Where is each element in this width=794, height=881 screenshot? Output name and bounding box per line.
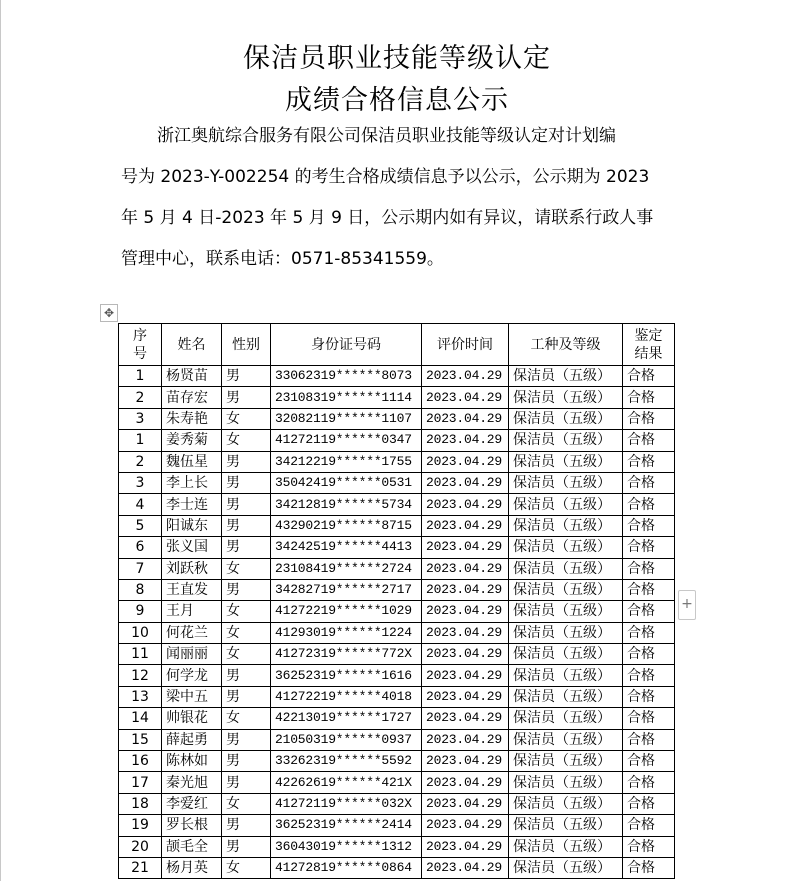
cell-id: 41272219******1029 <box>271 601 422 622</box>
table-row <box>119 836 675 857</box>
cell-job-level: 保洁员（五级） <box>509 836 623 857</box>
cell-job-level: 保洁员（五级） <box>509 537 623 558</box>
cell-gender: 女 <box>222 644 271 665</box>
table-row <box>119 408 675 429</box>
cell-id: 41272819******0864 <box>271 857 422 878</box>
cell-name: 魏伍星 <box>162 451 222 472</box>
cell-gender: 男 <box>222 537 271 558</box>
table-row <box>119 772 675 793</box>
cell-seq: 6 <box>119 537 162 558</box>
cell-gender: 女 <box>222 857 271 878</box>
cell-result: 合格 <box>623 515 675 536</box>
cell-id: 36043019******1312 <box>271 836 422 857</box>
cell-gender: 男 <box>222 686 271 707</box>
cell-name: 苗存宏 <box>162 387 222 408</box>
cell-eval-date: 2023.04.29 <box>422 836 509 857</box>
cell-id: 34282719******2717 <box>271 579 422 600</box>
cell-seq: 2 <box>119 451 162 472</box>
cell-job-level: 保洁员（五级） <box>509 857 623 878</box>
cell-job-level: 保洁员（五级） <box>509 387 623 408</box>
cell-result: 合格 <box>623 729 675 750</box>
cell-gender: 男 <box>222 772 271 793</box>
cell-eval-date: 2023.04.29 <box>422 472 509 493</box>
cell-eval-date: 2023.04.29 <box>422 408 509 429</box>
table-row <box>119 665 675 686</box>
cell-name: 陈林如 <box>162 751 222 772</box>
cell-gender: 男 <box>222 751 271 772</box>
cell-eval-date: 2023.04.29 <box>422 665 509 686</box>
cell-name: 何学龙 <box>162 665 222 686</box>
table-row <box>119 579 675 600</box>
table-row <box>119 430 675 451</box>
cell-eval-date: 2023.04.29 <box>422 494 509 515</box>
cell-eval-date: 2023.04.29 <box>422 387 509 408</box>
cell-result: 合格 <box>623 579 675 600</box>
cell-job-level: 保洁员（五级） <box>509 793 623 814</box>
table-row <box>119 815 675 836</box>
page-left-edge <box>0 0 1 881</box>
table-header-row <box>119 324 675 366</box>
cell-gender: 男 <box>222 579 271 600</box>
table-row <box>119 537 675 558</box>
cell-job-level: 保洁员（五级） <box>509 686 623 707</box>
cell-seq: 17 <box>119 772 162 793</box>
cell-job-level: 保洁员（五级） <box>509 451 623 472</box>
cell-eval-date: 2023.04.29 <box>422 601 509 622</box>
cell-job-level: 保洁员（五级） <box>509 665 623 686</box>
cell-seq: 11 <box>119 644 162 665</box>
cell-result: 合格 <box>623 472 675 493</box>
cell-gender: 女 <box>222 793 271 814</box>
cell-name: 何花兰 <box>162 622 222 643</box>
cell-gender: 女 <box>222 430 271 451</box>
cell-name: 李士连 <box>162 494 222 515</box>
cell-result: 合格 <box>623 793 675 814</box>
cell-gender: 女 <box>222 708 271 729</box>
cell-eval-date: 2023.04.29 <box>422 644 509 665</box>
table-body <box>119 366 675 879</box>
cell-name: 薛起勇 <box>162 729 222 750</box>
cell-job-level: 保洁员（五级） <box>509 579 623 600</box>
cell-id: 36252319******2414 <box>271 815 422 836</box>
cell-job-level: 保洁员（五级） <box>509 430 623 451</box>
cell-job-level: 保洁员（五级） <box>509 815 623 836</box>
cell-gender: 男 <box>222 387 271 408</box>
cell-id: 21050319******0937 <box>271 729 422 750</box>
cell-gender: 男 <box>222 836 271 857</box>
cell-eval-date: 2023.04.29 <box>422 366 509 387</box>
results-table <box>118 323 675 879</box>
table-row <box>119 366 675 387</box>
cell-gender: 男 <box>222 494 271 515</box>
cell-seq: 9 <box>119 601 162 622</box>
cell-name: 李爱红 <box>162 793 222 814</box>
table-row <box>119 622 675 643</box>
cell-seq: 13 <box>119 686 162 707</box>
cell-result: 合格 <box>623 366 675 387</box>
cell-eval-date: 2023.04.29 <box>422 729 509 750</box>
cell-seq: 5 <box>119 515 162 536</box>
cell-eval-date: 2023.04.29 <box>422 751 509 772</box>
cell-id: 41272319******772X <box>271 644 422 665</box>
cell-id: 41272219******4018 <box>271 686 422 707</box>
cell-seq: 4 <box>119 494 162 515</box>
cell-job-level: 保洁员（五级） <box>509 366 623 387</box>
header-seq <box>119 324 162 366</box>
cell-job-level: 保洁员（五级） <box>509 644 623 665</box>
cell-eval-date: 2023.04.29 <box>422 793 509 814</box>
cell-name: 阳诚东 <box>162 515 222 536</box>
cell-result: 合格 <box>623 601 675 622</box>
cell-result: 合格 <box>623 430 675 451</box>
cell-seq: 1 <box>119 430 162 451</box>
cell-job-level: 保洁员（五级） <box>509 751 623 772</box>
cell-id: 42213019******1727 <box>271 708 422 729</box>
cell-id: 33262319******5592 <box>271 751 422 772</box>
paragraph-line-3: 年 5 月 4 日-2023 年 5 月 9 日，公示期内如有异议，请联系行政人事 <box>121 208 654 228</box>
cell-name: 王直发 <box>162 579 222 600</box>
cell-eval-date: 2023.04.29 <box>422 815 509 836</box>
cell-id: 41272119******0347 <box>271 430 422 451</box>
table-move-handle-icon[interactable]: ✥ <box>100 304 118 322</box>
cell-gender: 女 <box>222 408 271 429</box>
page-title-line1: 保洁员职业技能等级认定 <box>243 43 551 74</box>
cell-id: 36252319******1616 <box>271 665 422 686</box>
cell-gender: 男 <box>222 815 271 836</box>
cell-job-level: 保洁员（五级） <box>509 601 623 622</box>
cell-result: 合格 <box>623 408 675 429</box>
cell-result: 合格 <box>623 836 675 857</box>
cell-gender: 女 <box>222 558 271 579</box>
cell-job-level: 保洁员（五级） <box>509 708 623 729</box>
cell-seq: 3 <box>119 472 162 493</box>
table-row <box>119 686 675 707</box>
cell-job-level: 保洁员（五级） <box>509 515 623 536</box>
cell-result: 合格 <box>623 494 675 515</box>
cell-gender: 男 <box>222 515 271 536</box>
cell-name: 朱寿艳 <box>162 408 222 429</box>
cell-name: 王月 <box>162 601 222 622</box>
cell-job-level: 保洁员（五级） <box>509 494 623 515</box>
cell-seq: 12 <box>119 665 162 686</box>
cell-gender: 男 <box>222 665 271 686</box>
cell-job-level: 保洁员（五级） <box>509 408 623 429</box>
table-row <box>119 387 675 408</box>
cell-eval-date: 2023.04.29 <box>422 857 509 878</box>
cell-eval-date: 2023.04.29 <box>422 451 509 472</box>
cell-eval-date: 2023.04.29 <box>422 537 509 558</box>
table-row <box>119 644 675 665</box>
cell-gender: 男 <box>222 472 271 493</box>
table-row <box>119 708 675 729</box>
cell-name: 颉毛全 <box>162 836 222 857</box>
cell-seq: 8 <box>119 579 162 600</box>
cell-id: 41272119******032X <box>271 793 422 814</box>
cell-eval-date: 2023.04.29 <box>422 708 509 729</box>
cell-result: 合格 <box>623 644 675 665</box>
header-gender: 性别 <box>222 324 271 366</box>
table-row <box>119 558 675 579</box>
cell-name: 帅银花 <box>162 708 222 729</box>
cell-result: 合格 <box>623 772 675 793</box>
cell-eval-date: 2023.04.29 <box>422 579 509 600</box>
header-result <box>623 324 675 366</box>
header-result-text: 鉴定结果 <box>634 327 663 362</box>
cell-result: 合格 <box>623 387 675 408</box>
cell-seq: 20 <box>119 836 162 857</box>
cell-id: 34212219******1755 <box>271 451 422 472</box>
cell-name: 姜秀菊 <box>162 430 222 451</box>
announcement-paragraph <box>121 116 681 280</box>
paragraph-line-1: 浙江奥航综合服务有限公司保洁员职业技能等级认定对计划编 <box>157 126 616 146</box>
cell-gender: 女 <box>222 622 271 643</box>
cell-id: 23108419******2724 <box>271 558 422 579</box>
cell-name: 秦光旭 <box>162 772 222 793</box>
cell-gender: 男 <box>222 451 271 472</box>
cell-name: 张义国 <box>162 537 222 558</box>
cell-gender: 男 <box>222 729 271 750</box>
cell-result: 合格 <box>623 537 675 558</box>
table-row <box>119 729 675 750</box>
paragraph-line-2: 号为 2023-Y-002254 的考生合格成绩信息予以公示，公示期为 2023 <box>121 167 650 187</box>
table-row <box>119 451 675 472</box>
cell-eval-date: 2023.04.29 <box>422 686 509 707</box>
cell-result: 合格 <box>623 815 675 836</box>
cell-name: 杨贤苗 <box>162 366 222 387</box>
table-row <box>119 601 675 622</box>
table-row <box>119 793 675 814</box>
cell-seq: 21 <box>119 857 162 878</box>
cell-result: 合格 <box>623 708 675 729</box>
cell-seq: 19 <box>119 815 162 836</box>
cell-gender: 男 <box>222 366 271 387</box>
page-title-line2: 成绩合格信息公示 <box>285 85 509 116</box>
cell-eval-date: 2023.04.29 <box>422 430 509 451</box>
header-seq-text: 序号 <box>132 327 147 362</box>
cell-result: 合格 <box>623 558 675 579</box>
cell-job-level: 保洁员（五级） <box>509 558 623 579</box>
cell-job-level: 保洁员（五级） <box>509 729 623 750</box>
cell-job-level: 保洁员（五级） <box>509 622 623 643</box>
cell-result: 合格 <box>623 686 675 707</box>
cell-id: 34242519******4413 <box>271 537 422 558</box>
cell-seq: 1 <box>119 366 162 387</box>
table-row <box>119 515 675 536</box>
cell-seq: 15 <box>119 729 162 750</box>
cell-id: 34212819******5734 <box>271 494 422 515</box>
cell-seq: 2 <box>119 387 162 408</box>
cell-seq: 16 <box>119 751 162 772</box>
cell-job-level: 保洁员（五级） <box>509 772 623 793</box>
cell-eval-date: 2023.04.29 <box>422 558 509 579</box>
header-eval-date: 评价时间 <box>422 324 509 366</box>
header-name: 姓名 <box>162 324 222 366</box>
cell-seq: 18 <box>119 793 162 814</box>
cell-id: 33062319******8073 <box>271 366 422 387</box>
cell-seq: 14 <box>119 708 162 729</box>
table-row <box>119 857 675 878</box>
cell-result: 合格 <box>623 451 675 472</box>
header-job-level: 工种及等级 <box>509 324 623 366</box>
cell-result: 合格 <box>623 665 675 686</box>
cell-eval-date: 2023.04.29 <box>422 622 509 643</box>
table-add-row-icon[interactable]: + <box>678 590 696 620</box>
cell-result: 合格 <box>623 622 675 643</box>
cell-gender: 女 <box>222 601 271 622</box>
cell-id: 35042419******0531 <box>271 472 422 493</box>
cell-name: 李上长 <box>162 472 222 493</box>
cell-eval-date: 2023.04.29 <box>422 515 509 536</box>
cell-name: 闻丽丽 <box>162 644 222 665</box>
cell-id: 42262619******421X <box>271 772 422 793</box>
cell-name: 杨月英 <box>162 857 222 878</box>
cell-id: 41293019******1224 <box>271 622 422 643</box>
cell-name: 罗长根 <box>162 815 222 836</box>
cell-seq: 7 <box>119 558 162 579</box>
cell-seq: 10 <box>119 622 162 643</box>
paragraph-line-4: 管理中心，联系电话：0571-85341559。 <box>121 249 444 269</box>
table-row <box>119 751 675 772</box>
cell-name: 梁中五 <box>162 686 222 707</box>
cell-result: 合格 <box>623 751 675 772</box>
cell-seq: 3 <box>119 408 162 429</box>
table-row <box>119 494 675 515</box>
cell-job-level: 保洁员（五级） <box>509 472 623 493</box>
cell-eval-date: 2023.04.29 <box>422 772 509 793</box>
table-row <box>119 472 675 493</box>
header-id: 身份证号码 <box>271 324 422 366</box>
cell-id: 23108319******1114 <box>271 387 422 408</box>
cell-id: 43290219******8715 <box>271 515 422 536</box>
cell-name: 刘跃秋 <box>162 558 222 579</box>
cell-result: 合格 <box>623 857 675 878</box>
cell-id: 32082119******1107 <box>271 408 422 429</box>
